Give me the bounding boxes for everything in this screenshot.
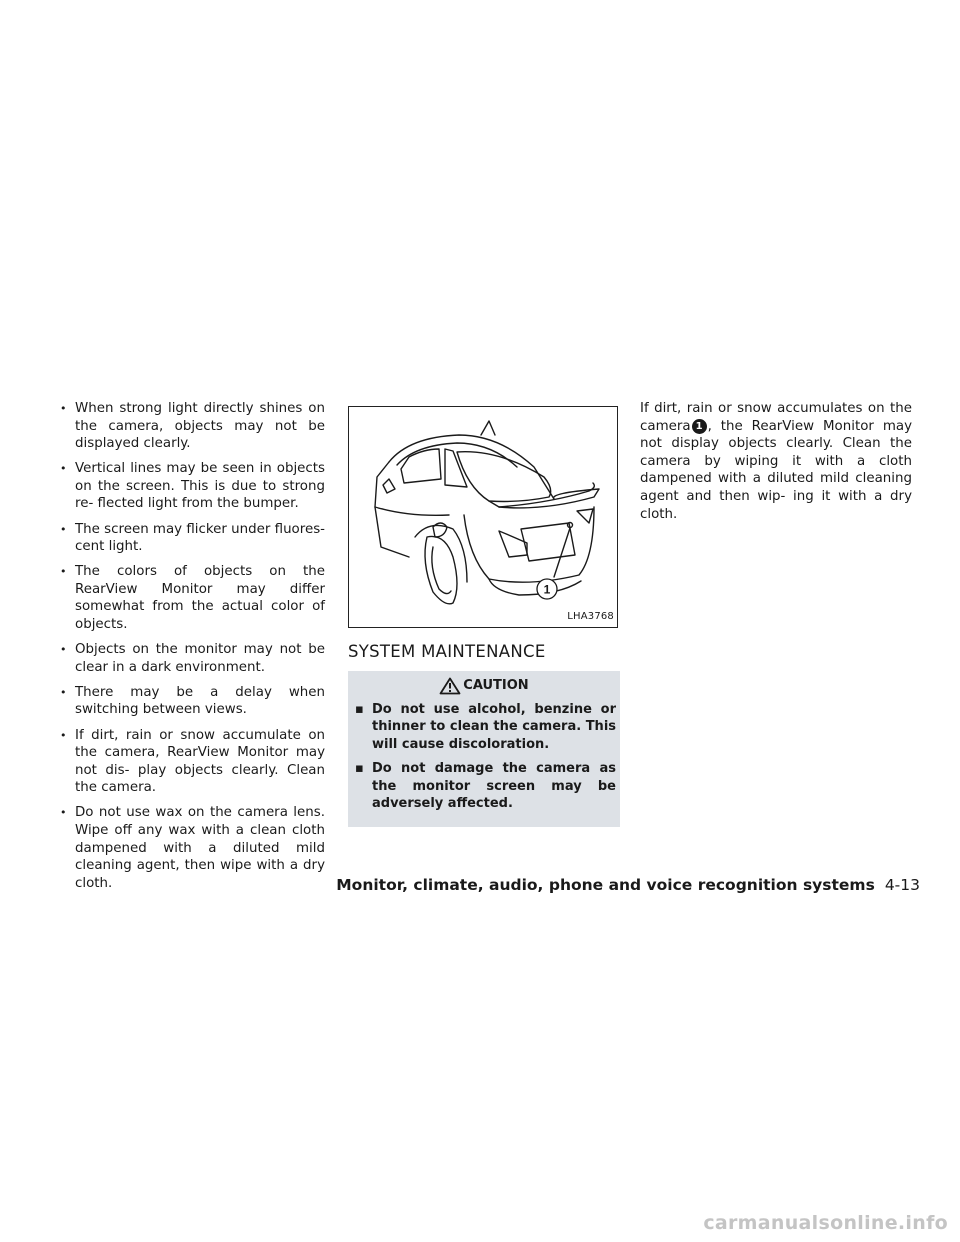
car-rear-camera-figure	[348, 406, 618, 628]
list-item: • If dirt, rain or snow accumulate on the camera, RearView Monitor may not dis- play objects clearly. Clean the camera.	[53, 727, 325, 797]
warning-triangle-icon	[439, 677, 461, 695]
page-footer	[336, 876, 920, 894]
car-illustration	[349, 407, 619, 629]
caution-header	[348, 677, 620, 695]
list-item: • When strong light directly shines on the camera, objects may not be displayed clearly.	[53, 400, 325, 453]
caution-title: CAUTION	[463, 677, 529, 693]
footer-section-title: Monitor, climate, audio, phone and voice recognition systems	[336, 876, 875, 894]
caution-item: ▪ Do not damage the camera as the monitor screen may be adversely affected.	[348, 760, 616, 813]
paragraph-text-end: , the RearView Monitor may not display objects clearly. Clean the camera by wiping it with a cloth dampened with a diluted mild cleaning agent and then wip- ing it with a dry cloth.	[640, 418, 912, 522]
caution-list	[348, 701, 620, 813]
list-item: • The colors of objects on the RearView Monitor may differ somewhat from the actual color of objects.	[53, 563, 325, 633]
limitations-list	[53, 400, 325, 892]
figure-callout-1: 1	[543, 582, 551, 597]
callout-1-icon: 1	[692, 419, 707, 434]
list-item: • The screen may flicker under fluores- cent light.	[53, 521, 325, 556]
figure-code: LHA3768	[567, 611, 614, 623]
caution-box	[348, 671, 620, 827]
page-number: 4-13	[884, 876, 920, 894]
list-item: • There may be a delay when switching between views.	[53, 684, 325, 719]
right-column	[640, 400, 912, 523]
left-column	[53, 400, 325, 900]
list-item: • Vertical lines may be seen in objects on the screen. This is due to strong re- flected light from the bumper.	[53, 460, 325, 513]
watermark: carmanualsonline.info	[703, 1212, 948, 1234]
list-item: • Do not use wax on the camera lens. Wipe off any wax with a clean cloth dampened with a diluted mild cleaning agent, then wipe with a dry cloth.	[53, 804, 325, 892]
middle-column	[348, 400, 620, 827]
maintenance-paragraph	[640, 400, 912, 523]
section-title: SYSTEM MAINTENANCE	[348, 642, 546, 661]
list-item: • Objects on the monitor may not be clear in a dark environment.	[53, 641, 325, 676]
paragraph-text-start: If dirt, rain or snow accumulates on the camera	[640, 401, 912, 434]
caution-item: ▪ Do not use alcohol, benzine or thinner to clean the camera. This will cause discoloration.	[348, 701, 616, 754]
